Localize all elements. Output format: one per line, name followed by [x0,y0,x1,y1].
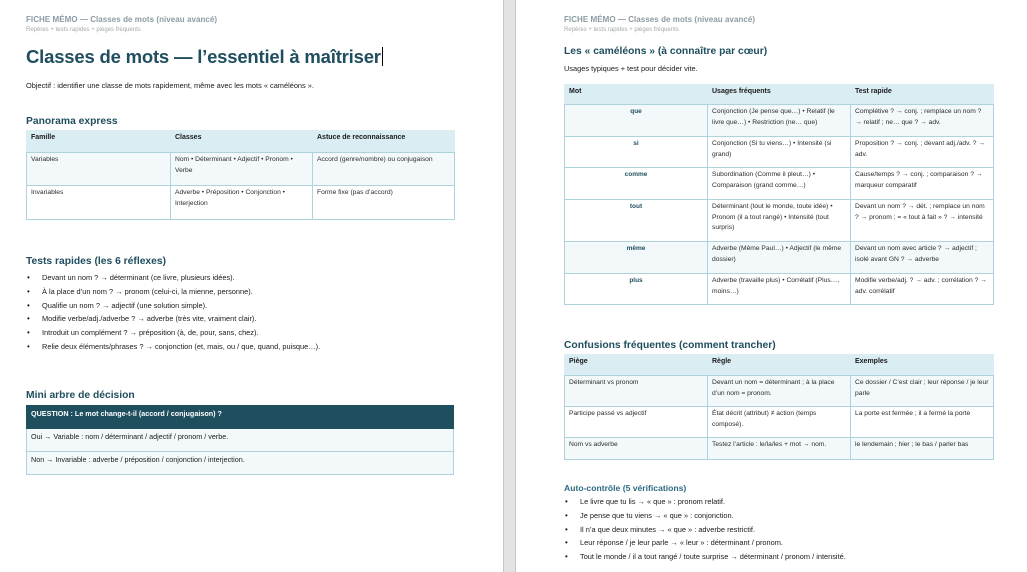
running-subheader: Repères + tests rapides + pièges fréquents [26,27,141,33]
column-header: Mot [565,85,708,105]
table-cell[interactable]: Adverbe (Même Paul…) • Adjectif (le même dossier) [708,242,851,274]
tests-list [27,271,320,354]
text-cursor [382,47,383,66]
decision-tree-heading[interactable]: Mini arbre de décision [26,390,135,401]
table-row [565,105,994,137]
table-cell[interactable]: Testez l’article : le/la/les + mot → nom. [708,438,851,460]
table-header-row [27,131,455,153]
table-cell[interactable]: La porte est fermée ; il a fermé la porte [851,407,994,438]
table-cell[interactable]: Accord (genre/nombre) ou conjugaison [313,153,455,186]
list-item[interactable]: • À la place d’un nom ? → pronom (celui-ci, la mienne, personne). [27,285,320,299]
column-header: Classes [171,131,313,153]
objective-text[interactable]: Objectif : identifier une classe de mots rapidement, même avec les mots « caméléons ». [26,81,314,90]
table-row [565,200,994,242]
list-item[interactable]: • Tout le monde / il a tout rangé / toute surprise → déterminant / pronom / intensité. [565,550,846,564]
running-subheader: Repères + tests rapides + pièges fréquents [564,27,679,33]
column-header: Piège [565,355,708,376]
column-header: Exemples [851,355,994,376]
table-cell[interactable]: Complétive ? → conj. ; remplace un nom ? → relatif ; ne… que ? → adv. [851,105,994,137]
column-header: Usages fréquents [708,85,851,105]
table-cell[interactable]: Subordination (Comme il pleut…) • Comparaison (grand comme…) [708,168,851,200]
table-cell[interactable]: Adverbe (travaille plus) • Corrélatif (Plus…, moins…) [708,274,851,305]
list-item[interactable]: • Leur réponse / je leur parle → « leur » : déterminant / pronom. [565,536,846,550]
table-cell[interactable]: Conjonction (Si tu viens…) • Intensité (si grand) [708,137,851,168]
table-row [565,438,994,460]
word-cell[interactable]: si [565,137,708,168]
table-row [565,376,994,407]
table-cell[interactable]: État décrit (attribut) ≠ action (temps composé). [708,407,851,438]
word-cell[interactable]: plus [565,274,708,305]
table-row [565,168,994,200]
chameleons-intro[interactable]: Usages typiques + test pour décider vite. [564,64,698,73]
table-cell[interactable]: Cause/temps ? → conj. ; comparaison ? → marqueur comparatif [851,168,994,200]
column-header: Astuce de reconnaissance [313,131,455,153]
word-cell[interactable]: que [565,105,708,137]
table-row [27,186,455,220]
confusions-heading[interactable]: Confusions fréquentes (comment trancher) [564,340,776,351]
question-cell[interactable]: QUESTION : Le mot change-t-il (accord / conjugaison) ? [27,406,454,429]
question-row [27,406,454,429]
table-cell[interactable]: Proposition ? → conj. ; devant adj./adv. ? → adv. [851,137,994,168]
table-row [565,242,994,274]
table-cell[interactable]: Modifie verbe/adj. ? → adv. ; corrélation ? → adv. corrélatif [851,274,994,305]
table-cell[interactable]: Ce dossier / C’est clair ; leur réponse / je leur parle [851,376,994,407]
self-check-list [565,495,846,564]
table-cell[interactable]: Déterminant vs pronom [565,376,708,407]
column-header: Règle [708,355,851,376]
document-page-1 [0,0,503,572]
panorama-table [26,130,455,220]
table-row [565,274,994,305]
yes-cell[interactable]: Oui → Variable : nom / déterminant / adjectif / pronom / verbe. [27,429,454,452]
list-item[interactable]: • Le livre que tu lis → « que » : pronom relatif. [565,495,846,509]
confusions-table [564,354,994,460]
table-cell[interactable]: Invariables [27,186,171,220]
table-cell[interactable]: Devant un nom ? → dét. ; remplace un nom ? → pronom ; = « tout à fait » ? → intensité [851,200,994,242]
word-cell[interactable]: même [565,242,708,274]
table-cell[interactable]: Forme fixe (pas d’accord) [313,186,455,220]
chameleons-table [564,84,994,305]
table-header-row [565,85,994,105]
self-check-heading[interactable]: Auto-contrôle (5 vérifications) [564,483,687,493]
tests-heading[interactable]: Tests rapides (les 6 réflexes) [26,256,167,267]
decision-tree-table [26,405,454,475]
list-item[interactable]: • Introduit un complément ? → préposition (à, de, pour, sans, chez). [27,326,320,340]
table-cell[interactable]: Adverbe • Préposition • Conjonction • Interjection [171,186,313,220]
table-cell[interactable]: Variables [27,153,171,186]
page-title[interactable] [26,46,383,68]
table-cell[interactable]: Déterminant (tout le monde, toute idée) • Pronom (il a tout rangé) • Intensité (tout surpris) [708,200,851,242]
chameleons-heading[interactable]: Les « caméléons » (à connaître par cœur) [564,46,768,57]
table-row [565,137,994,168]
table-cell[interactable]: Devant un nom = déterminant ; à la place d’un nom = pronom. [708,376,851,407]
table-header-row [565,355,994,376]
list-item[interactable]: • Je pense que tu viens → « que » : conjonction. [565,509,846,523]
panorama-heading[interactable]: Panorama express [26,116,118,127]
running-header: FICHE MÉMO — Classes de mots (niveau avancé) [26,15,218,24]
no-cell[interactable]: Non → Invariable : adverbe / préposition / conjonction / interjection. [27,452,454,475]
word-cell[interactable]: comme [565,168,708,200]
table-row [27,153,455,186]
no-row [27,452,454,475]
list-item[interactable]: • Qualifie un nom ? → adjectif (une solution simple). [27,299,320,313]
running-header: FICHE MÉMO — Classes de mots (niveau avancé) [564,15,756,24]
list-item[interactable]: • Modifie verbe/adj./adverbe ? → adverbe (très vite, vraiment clair). [27,312,320,326]
table-cell[interactable]: Participe passé vs adjectif [565,407,708,438]
table-row [565,407,994,438]
page-title-text[interactable]: Classes de mots — l’essentiel à maîtriser [26,46,381,67]
list-item[interactable]: • Relie deux éléments/phrases ? → conjonction (et, mais, ou / que, quand, puisque…). [27,340,320,354]
table-cell[interactable]: Nom • Déterminant • Adjectif • Pronom • Verbe [171,153,313,186]
table-cell[interactable]: Devant un nom avec article ? → adjectif ; isolé avant GN ? → adverbe [851,242,994,274]
column-header: Famille [27,131,171,153]
table-cell[interactable]: Conjonction (Je pense que…) • Relatif (le livre que…) • Restriction (ne… que) [708,105,851,137]
list-item[interactable]: • Devant un nom ? → déterminant (ce livre, plusieurs idées). [27,271,320,285]
list-item[interactable]: • Il n’a que deux minutes → « que » : adverbe restrictif. [565,523,846,537]
yes-row [27,429,454,452]
table-cell[interactable]: Nom vs adverbe [565,438,708,460]
table-cell[interactable]: le lendemain ; hier ; le bas / parler bas [851,438,994,460]
word-cell[interactable]: tout [565,200,708,242]
column-header: Test rapide [851,85,994,105]
document-page-2 [516,0,1027,572]
page-gutter [503,0,516,572]
